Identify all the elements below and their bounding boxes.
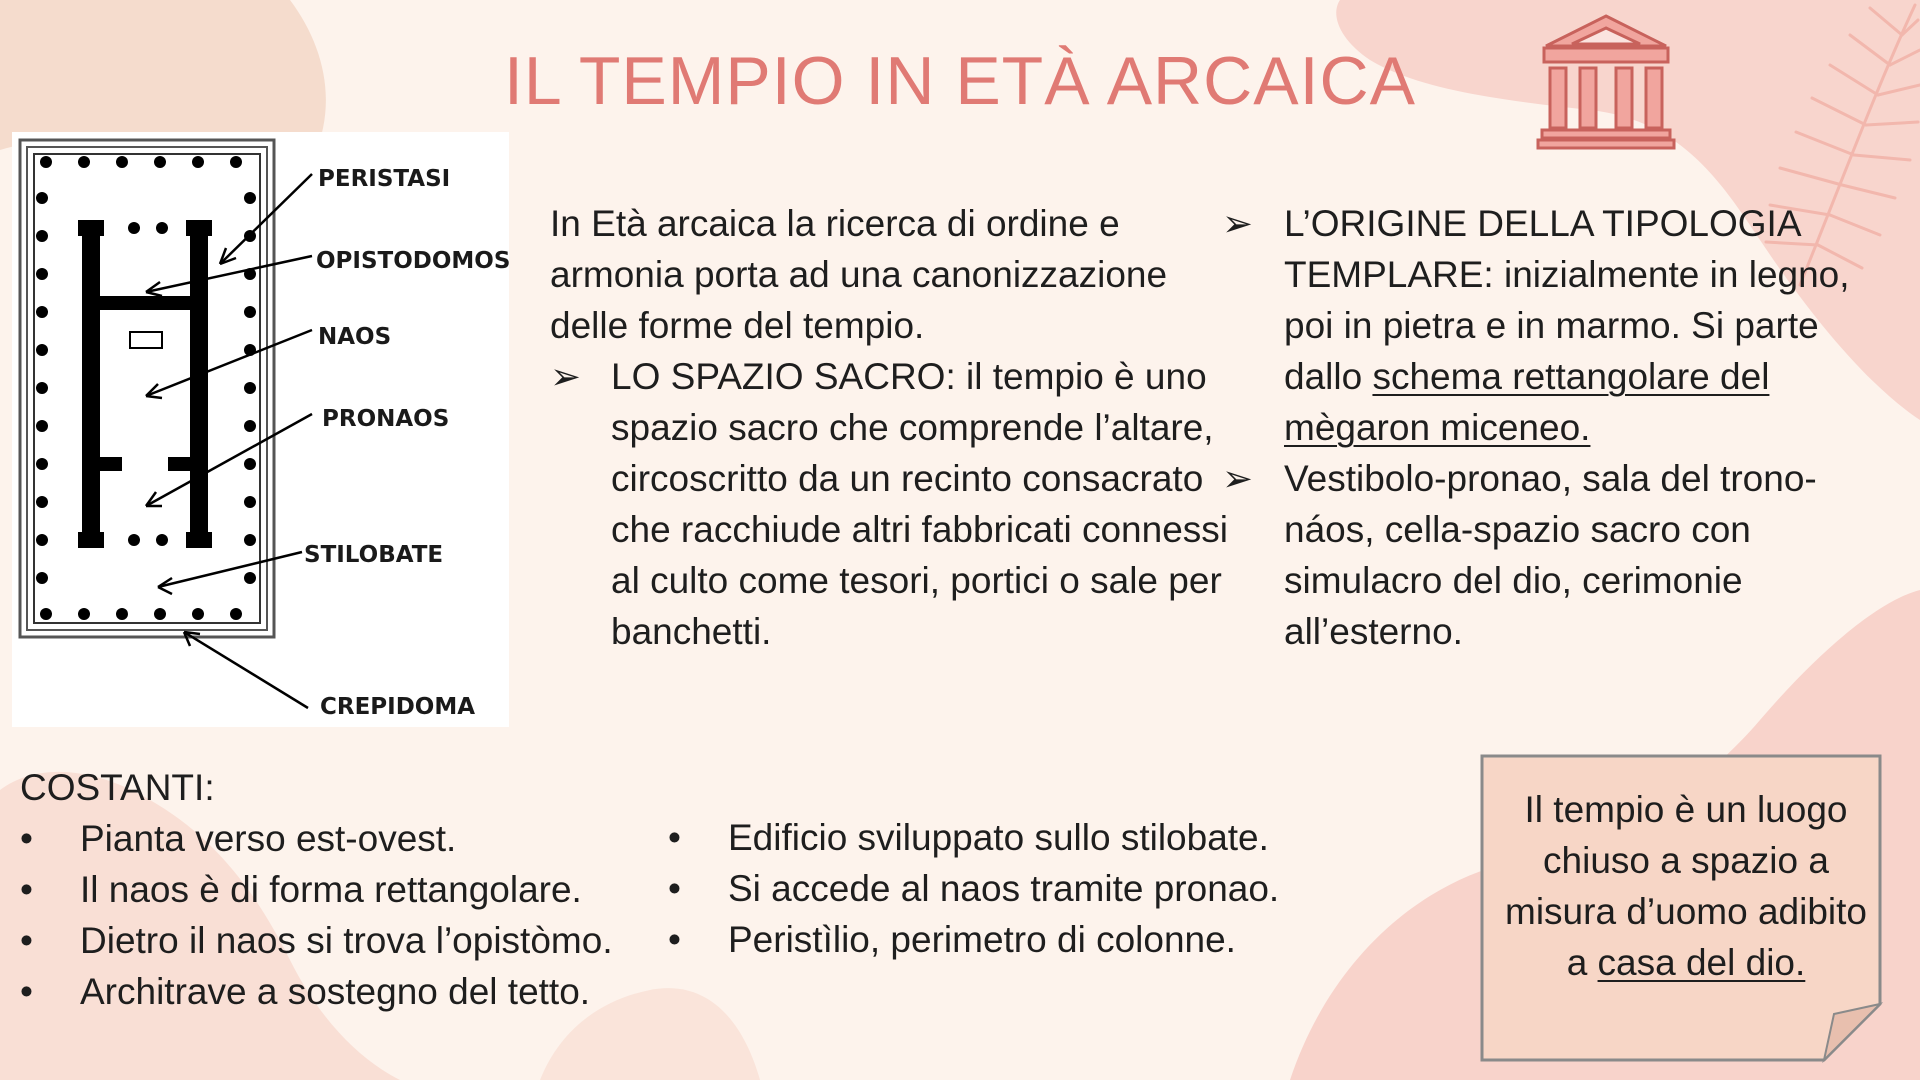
column-dot — [36, 572, 48, 584]
column-dot — [156, 534, 168, 546]
column-dot — [154, 156, 166, 168]
column-dot — [36, 230, 48, 242]
column-dot — [128, 222, 140, 234]
column-dot — [36, 458, 48, 470]
megaron-link: schema rettangolare del mègaron miceneo. — [1284, 356, 1770, 448]
intro-section — [550, 198, 1240, 657]
list-item — [550, 351, 1240, 657]
origin-section — [1222, 198, 1882, 657]
label-stilobate: STILOBATE — [304, 542, 444, 568]
costanti-item-text: Peristìlio, perimetro di colonne. — [728, 919, 1236, 960]
label-crepidoma: CREPIDOMA — [320, 694, 476, 720]
column-dot — [116, 156, 128, 168]
column-dot — [230, 156, 242, 168]
label-opistodomos: OPISTODOMOS — [316, 248, 511, 274]
column-dot — [36, 534, 48, 546]
column-dot — [192, 156, 204, 168]
column-dot — [36, 192, 48, 204]
temple-icon — [1536, 12, 1676, 150]
column-dot — [192, 608, 204, 620]
note-card — [1478, 752, 1884, 1064]
list-item — [20, 915, 670, 966]
column-dot — [244, 458, 256, 470]
column-dot — [36, 382, 48, 394]
costanti-heading: COSTANTI: — [20, 767, 215, 808]
column-dot — [78, 608, 90, 620]
label-naos: NAOS — [318, 324, 392, 350]
costanti-section — [20, 762, 670, 1017]
column-dot — [244, 306, 256, 318]
column-dot — [156, 222, 168, 234]
column-dot — [230, 608, 242, 620]
bullet-dot-icon: • — [20, 971, 33, 1012]
costanti-item-text: Il naos è di forma rettangolare. — [80, 869, 582, 910]
bullet-dot-icon: • — [668, 817, 681, 858]
list-item — [1222, 453, 1882, 657]
column-dot — [36, 420, 48, 432]
vestibule-text: Vestibolo-pronao, sala del trono-náos, cella-spazio sacro con simulacro del dio, cerimonie all’esterno. — [1284, 458, 1817, 652]
bullet-dot-icon: • — [20, 869, 33, 910]
bullet-dot-icon: • — [668, 868, 681, 909]
column-dot — [36, 268, 48, 280]
list-item — [668, 914, 1348, 965]
column-dot — [244, 534, 256, 546]
temple-plan-diagram — [12, 132, 509, 727]
intro-paragraph: In Età arcaica la ricerca di ordine e armonia porta ad una canonizzazione delle forme del tempio. — [550, 203, 1168, 346]
column-dot — [154, 608, 166, 620]
list-item — [20, 864, 670, 915]
column-dot — [244, 382, 256, 394]
note-text — [1496, 784, 1876, 988]
page-title: IL TEMPIO IN ETÀ ARCAICA — [504, 43, 1416, 119]
list-item — [668, 812, 1348, 863]
label-peristasi: PERISTASI — [318, 166, 451, 192]
origin-text: L’ORIGINE DELLA TIPOLOGIA TEMPLARE: inizialmente in legno, poi in pietra e in marmo. Si parte dallo — [1284, 203, 1850, 397]
costanti-item-text: Si accede al naos tramite pronao. — [728, 868, 1280, 909]
column-dot — [36, 344, 48, 356]
sacred-space-text: LO SPAZIO SACRO: il tempio è uno spazio sacro che comprende l’altare, circoscritto da un recinto consacrato che racchiude altri fabbricati connessi al culto come tesori, portici o sale per banchetti. — [611, 356, 1228, 652]
column-dot — [40, 608, 52, 620]
list-item — [668, 863, 1348, 914]
column-dot — [78, 156, 90, 168]
arrow-bullet-icon: ➢ — [550, 356, 582, 397]
bullet-dot-icon: • — [668, 919, 681, 960]
column-dot — [244, 572, 256, 584]
column-dot — [244, 496, 256, 508]
note-body: Il tempio è un luogo chiuso a spazio a misura d’uomo adibito a — [1505, 789, 1867, 983]
note-link: casa del dio. — [1597, 942, 1806, 983]
list-item — [20, 966, 670, 1017]
arrow-bullet-icon: ➢ — [1222, 203, 1254, 244]
column-dot — [244, 192, 256, 204]
costanti-right-section — [668, 812, 1348, 965]
costanti-item-text: Edificio sviluppato sullo stilobate. — [728, 817, 1269, 858]
label-pronaos: PRONAOS — [322, 406, 450, 432]
costanti-item-text: Pianta verso est-ovest. — [80, 818, 457, 859]
column-dot — [128, 534, 140, 546]
costanti-item-text: Dietro il naos si trova l’opistòmo. — [80, 920, 613, 961]
column-dot — [244, 420, 256, 432]
list-item — [20, 813, 670, 864]
arrow-bullet-icon: ➢ — [1222, 458, 1254, 499]
column-dot — [116, 608, 128, 620]
costanti-item-text: Architrave a sostegno del tetto. — [80, 971, 591, 1012]
bullet-dot-icon: • — [20, 920, 33, 961]
column-dot — [36, 306, 48, 318]
list-item — [1222, 198, 1882, 453]
column-dot — [36, 496, 48, 508]
column-dot — [40, 156, 52, 168]
bullet-dot-icon: • — [20, 818, 33, 859]
